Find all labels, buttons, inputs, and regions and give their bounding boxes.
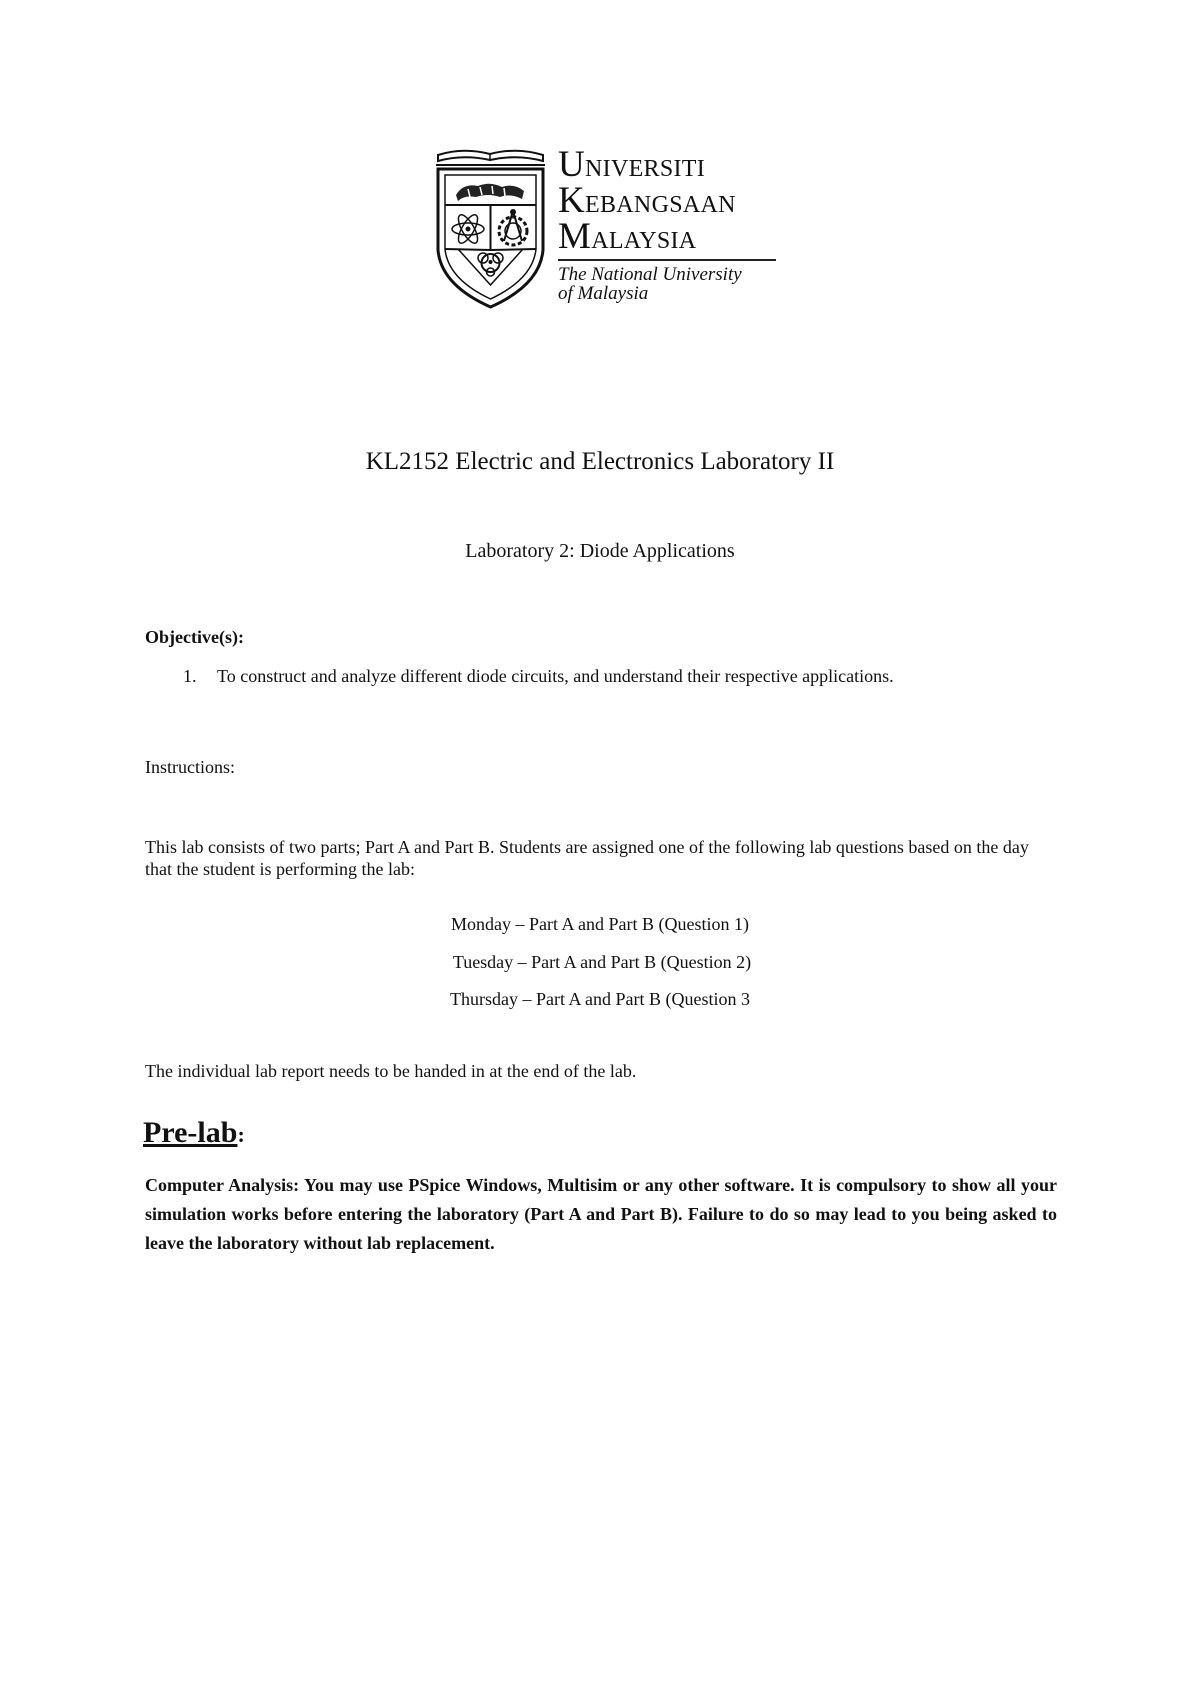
instructions-heading: Instructions:	[145, 757, 235, 777]
prelab-heading	[143, 1115, 245, 1153]
objective-item	[183, 665, 1063, 687]
university-name-line-1: UNIVERSITI	[558, 144, 706, 185]
prelab-heading-text: Pre-lab	[143, 1116, 238, 1149]
university-tagline-line-1: The National University	[558, 263, 742, 285]
course-title: KL2152 Electric and Electronics Laboratory II	[365, 448, 835, 475]
prelab-instructions: Computer Analysis: You may use PSpice Windows, Multisim or any other software. It is compulsory to show all your simulation works before entering the laboratory (Part A and Part B). Failure to do so may lead to you being asked to leave the laboratory without lab replacement.	[145, 1175, 1057, 1253]
prelab-heading-colon: :	[237, 1122, 245, 1147]
university-name-block	[558, 144, 788, 304]
report-note: The individual lab report needs to be handed in at the end of the lab.	[145, 1061, 637, 1081]
schedule-tuesday: Tuesday – Part A and Part B (Question 2)	[452, 952, 752, 972]
schedule-thursday: Thursday – Part A and Part B (Question 3	[450, 989, 750, 1009]
university-tagline-line-2: of Malaysia	[558, 282, 649, 304]
lab-title: Laboratory 2: Diode Applications	[465, 540, 735, 562]
objective-text: To construct and analyze different diode circuits, and understand their respective applications.	[217, 666, 894, 686]
instructions-intro: This lab consists of two parts; Part A and Part B. Students are assigned one of the following lab questions based on the day that the student is performing the lab:	[145, 837, 1029, 879]
university-name-line-3: MALAYSIA	[558, 216, 697, 257]
logo-divider	[558, 259, 776, 261]
objective-number: 1.	[183, 666, 197, 686]
university-crest-icon	[428, 145, 553, 315]
university-logo	[428, 145, 788, 315]
university-name-line-2: KEBANGSAAN	[558, 180, 736, 221]
objectives-heading: Objective(s):	[145, 627, 244, 647]
schedule-monday: Monday – Part A and Part B (Question 1)	[451, 914, 749, 934]
